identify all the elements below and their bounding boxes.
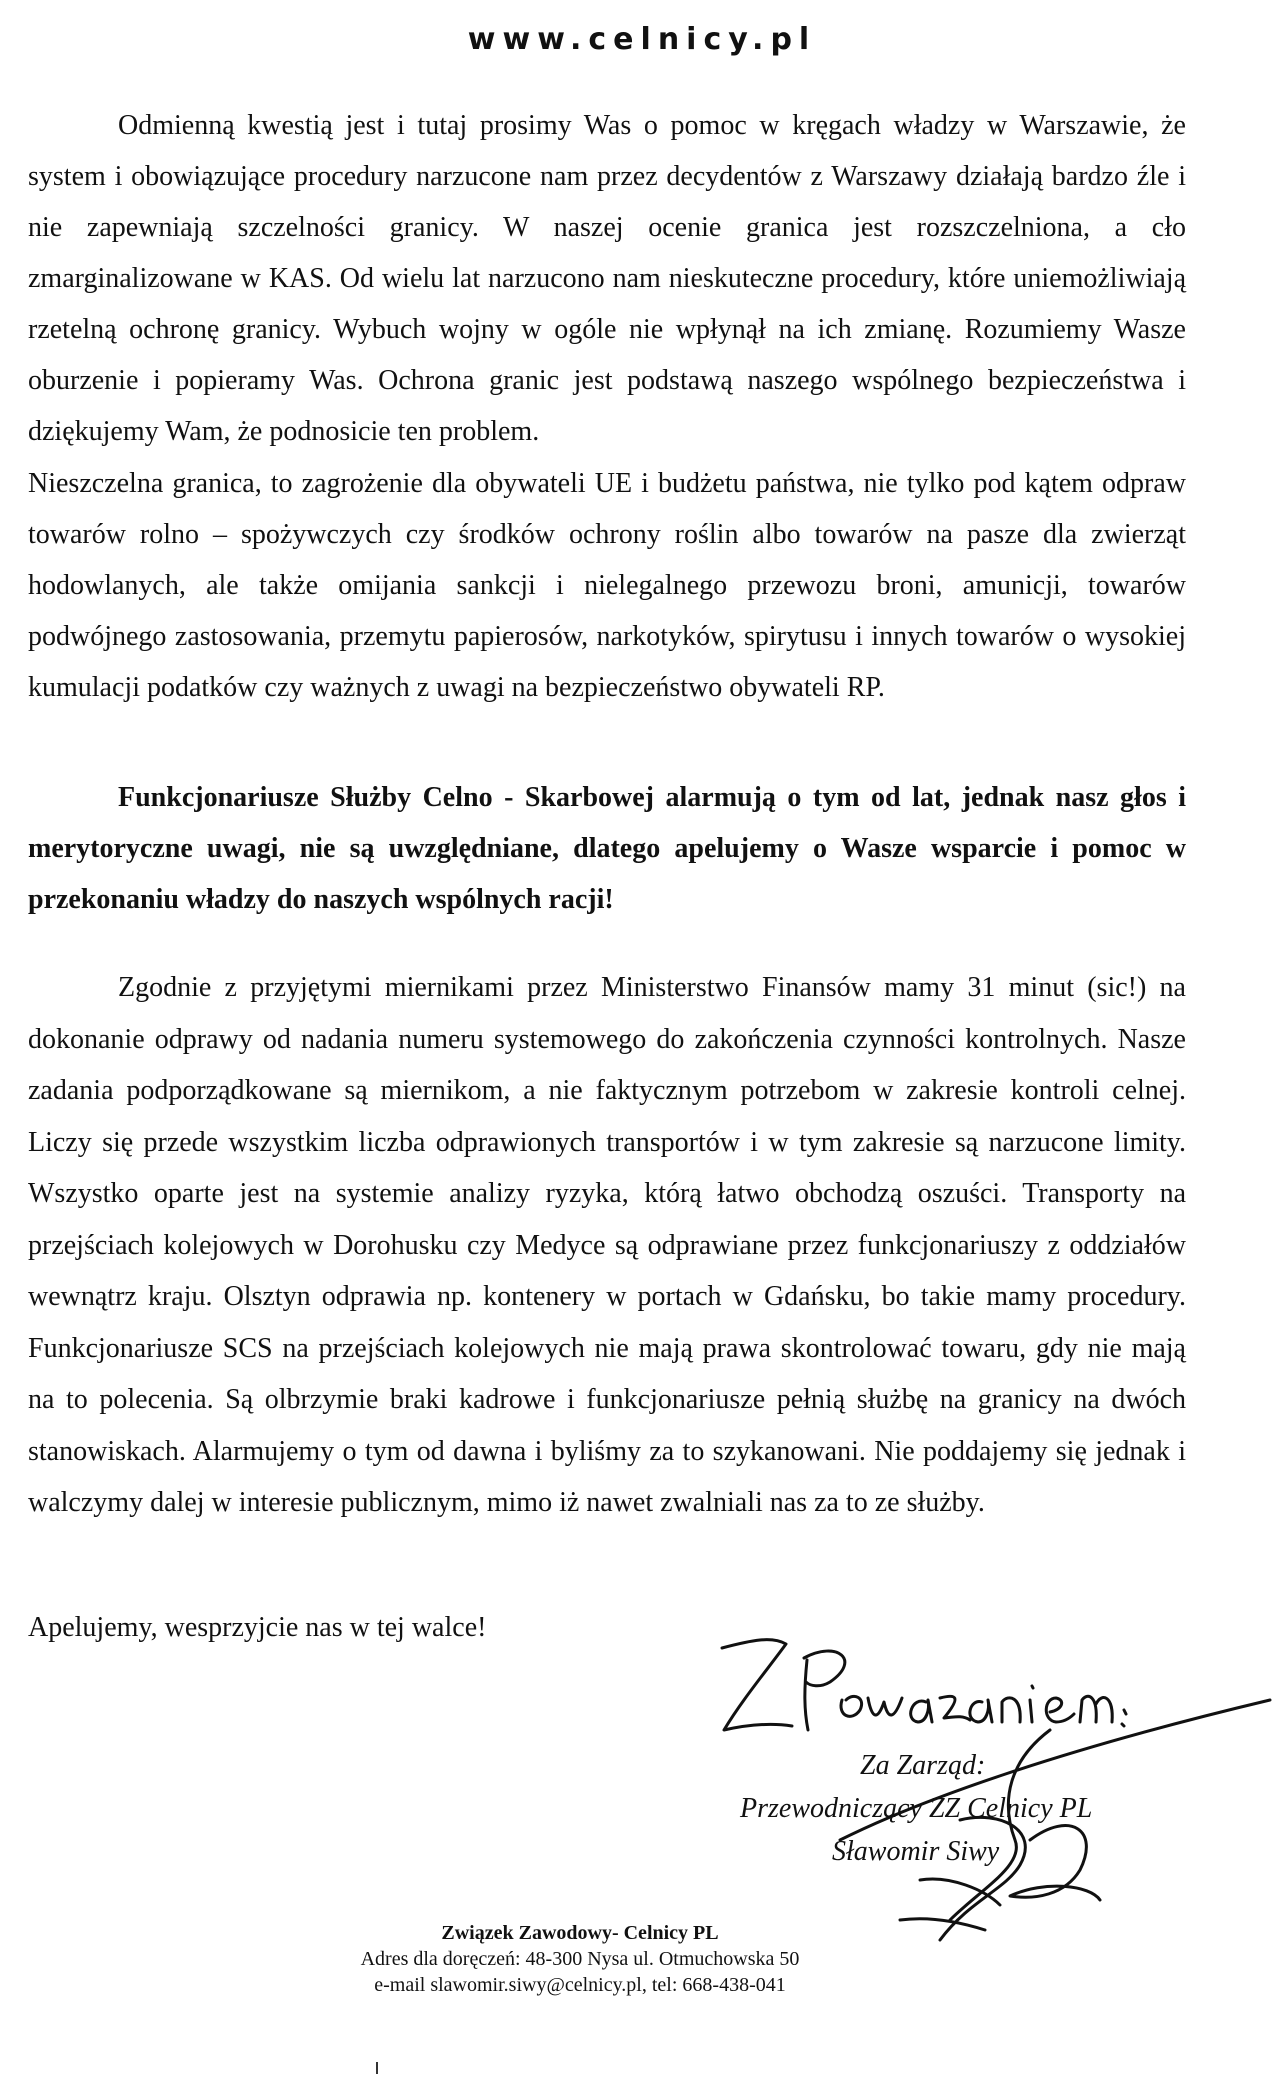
paragraph-closing-appeal: Apelujemy, wesprzyjcie nas w tej walce! <box>28 1612 487 1643</box>
scan-mark <box>376 2062 378 2074</box>
footer-organization: Związek Zawodowy- Celnicy PL <box>441 1922 719 1944</box>
handwritten-signature <box>800 1690 1284 1950</box>
signature-chair: Przewodniczący ZZ Celnicy PL <box>740 1793 1093 1824</box>
paragraph-leaky-border: Nieszczelna granica, to zagrożenie dla obywateli UE i budżetu państwa, nie tylko pod kątem odpraw towarów rolno – spożywczych czy środków ochrony roślin albo towarów na pasze dla zwierząt hodowlanych, ale także omijania sankcji i nielegalnego przewozu broni, amunicji, towarów podwójnego zastosowania, przemytu papierosów, narkotyków, spirytusu i innych towarów o wysokiej kumulacji podatków czy ważnych z uwagi na bezpieczeństwo obywateli RP. <box>28 468 1186 703</box>
footer-contact: e-mail slawomir.siwy@celnicy.pl, tel: 668-438-041 <box>374 1974 786 1996</box>
header-url: www.celnicy.pl <box>467 22 817 57</box>
footer-address: Adres dla doręczeń: 48-300 Nysa ul. Otmuchowska 50 <box>360 1948 800 1970</box>
paragraph-border-procedures: Odmienną kwestią jest i tutaj prosimy Was o pomoc w kręgach władzy w Warszawie, że system i obowiązujące procedury narzucone nam przez decydentów z Warszawy działają bardzo źle i nie zapewniają szczelności granicy. W naszej ocenie granica jest rozszczelniona, a cło zmarginalizowane w KAS. Od wielu lat narzucono nam nieskuteczne procedury, które uniemożliwiają rzetelną ochronę granicy. Wybuch wojny w ogóle nie wpłynął na ich zmianę. Rozumiemy Wasze oburzenie i popieramy Was. Ochrona granic jest podstawą naszego wspólnego bezpieczeństwa i dziękujemy Wam, że podnosicie ten problem. <box>28 110 1186 447</box>
signature-role: Za Zarząd: <box>860 1750 986 1781</box>
paragraph-metrics: Zgodnie z przyjętymi miernikami przez Ministerstwo Finansów mamy 31 minut (sic!) na dokonanie odprawy od nadania numeru systemowego do zakończenia czynności kontrolnych. Nasze zadania podporządkowane są miernikom, a nie faktycznym potrzebom w zakresie kontroli celnej. Liczy się przede wszystkim liczba odprawionych transportów i w tym zakresie są narzucone limity. Wszystko oparte jest na systemie analizy ryzyka, którą łatwo obchodzą oszuści. Transporty na przejściach kolejowych w Dorohusku czy Medyce są odprawiane przez funkcjonariuszy z oddziałów wewnątrz kraju. Olsztyn odprawia np. kontenery w portach w Gdańsku, bo takie mamy procedury. Funkcjonariusze SCS na przejściach kolejowych nie mają prawa skontrolować towaru, gdy nie mają na to polecenia. Są olbrzymie braki kadrowe i funkcjonariusze pełnią służbę na granicy na dwóch stanowiskach. Alarmujemy o tym od dawna i byliśmy za to szykanowani. Nie poddajemy się jednak i walczymy dalej w interesie publicznym, mimo iż nawet zwalniali nas za to ze służby. <box>28 972 1186 1518</box>
footer <box>300 1920 860 1998</box>
signature-name: Sławomir Siwy <box>832 1836 1000 1867</box>
paragraph-appeal-bold: Funkcjonariusze Służby Celno - Skarbowej alarmują o tym od lat, jednak nasz głos i merytoryczne uwagi, nie są uwzględniane, dlatego apelujemy o Wasze wsparcie i pomoc w przekonaniu władzy do naszych wspólnych racji! <box>28 782 1186 915</box>
